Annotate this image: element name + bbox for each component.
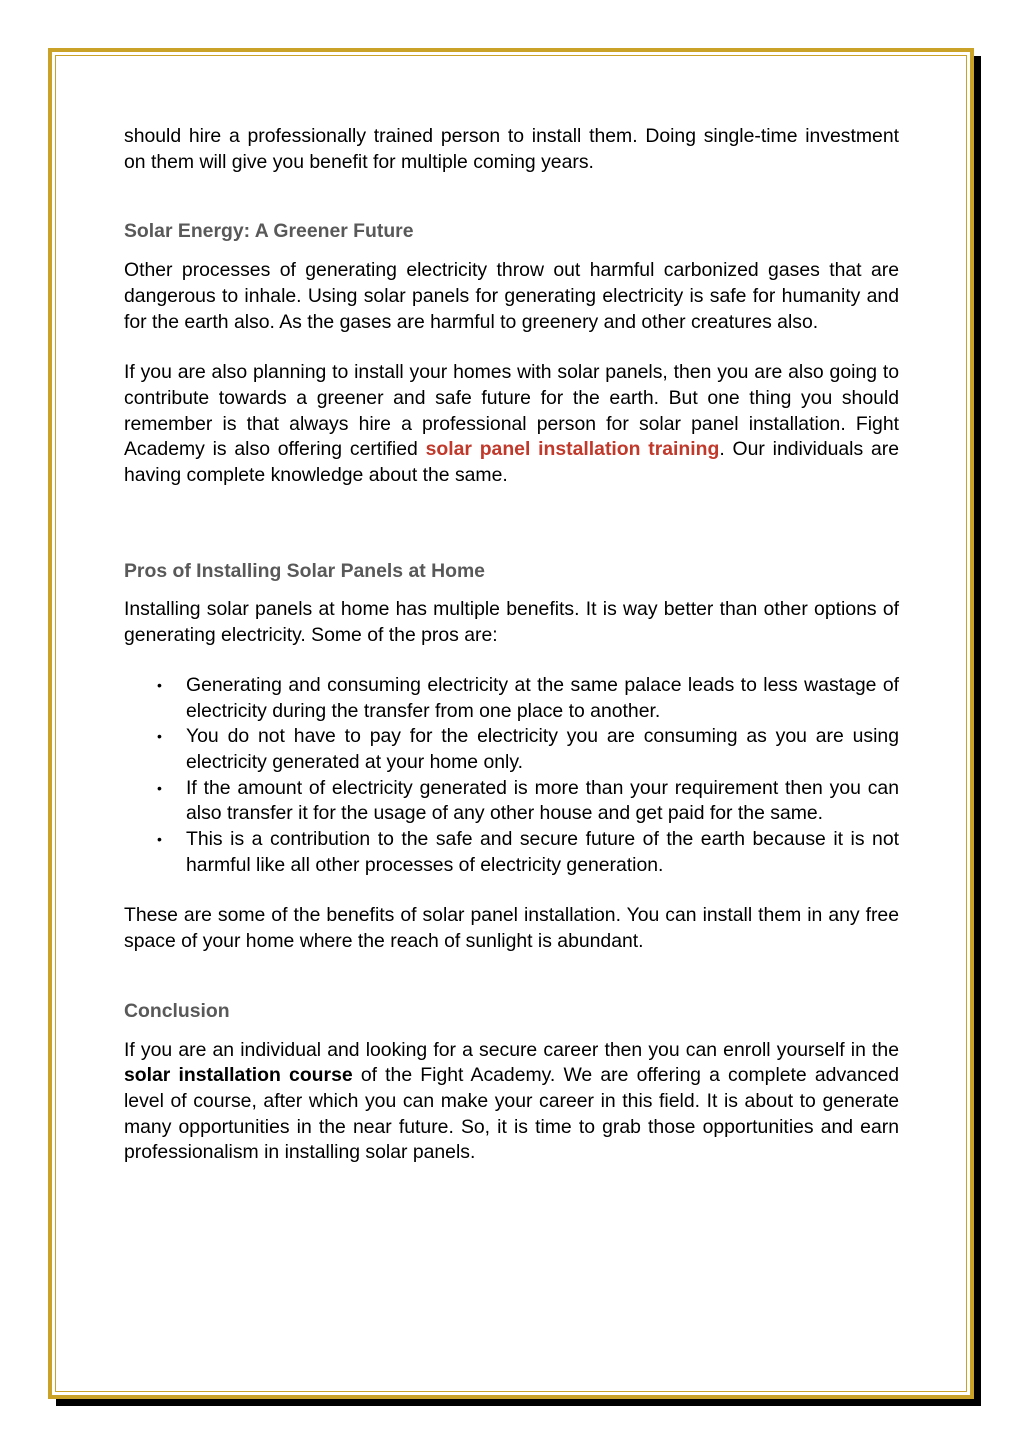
solar-installation-course-highlight: solar installation course: [124, 1064, 353, 1087]
greener-future-paragraph-2: [124, 360, 899, 489]
document-body: [124, 124, 899, 1166]
greener-future-paragraph-2-text: If you are also planning to install your homes with solar panels, then you are also going to contribute towards a greener and safe future for the earth. But one thing you should remember is that always hire a professional person for solar panel installation. Fight Academy is also offering certified: [124, 361, 899, 461]
pros-list-item: • Generating and consuming electricity at the same palace leads to less wastage of electricity during the transfer from one place to another.: [186, 673, 899, 724]
greener-future-paragraph-2-tail: . Our individuals are having complete knowledge about the same.: [124, 438, 899, 487]
intro-paragraph: should hire a professionally trained person to install them. Doing single-time investment on them will give you benefit for multiple coming years.: [124, 125, 899, 173]
pros-list-item: • You do not have to pay for the electricity you are consuming as you are using electricity generated at your home only.: [186, 724, 899, 775]
greener-future-paragraph-1: Other processes of generating electricity throw out harmful carbonized gases that are dangerous to inhale. Using solar panels for generating electricity is safe for humanity and for the earth also. As the gases are harmful to greenery and other creatures also.: [124, 259, 899, 333]
conclusion-paragraph-text: If you are an individual and looking for a secure career then you can enroll yourself in the: [124, 1038, 899, 1061]
section-heading-conclusion: Conclusion: [124, 999, 230, 1022]
section-heading-greener-future: Solar Energy: A Greener Future: [124, 220, 414, 243]
pros-closing-paragraph: These are some of the benefits of solar panel installation. You can install them in any free space of your home where the reach of sunlight is abundant.: [124, 904, 899, 953]
section-heading-pros: Pros of Installing Solar Panels at Home: [124, 559, 485, 582]
pros-intro-paragraph: Installing solar panels at home has multiple benefits. It is way better than other options of generating electricity. Some of the pros are:: [124, 598, 899, 647]
conclusion-paragraph-tail: of the Fight Academy. We are offering a complete advanced level of course, after which you can make your career in this field. It is about to generate many opportunities in the near future. So, it is time to grab those opportunities and earn professionalism in installing solar panels.: [124, 1064, 899, 1164]
pros-list-item: • This is a contribution to the safe and secure future of the earth because it is not harmful like all other processes of electricity generation.: [186, 827, 899, 878]
conclusion-paragraph: [124, 1038, 899, 1167]
pros-list: [124, 673, 899, 879]
solar-panel-installation-training-link[interactable]: solar panel installation training: [425, 438, 720, 461]
pros-list-item: • If the amount of electricity generated is more than your requirement then you can also transfer it for the usage of any other house and get paid for the same.: [186, 776, 899, 827]
